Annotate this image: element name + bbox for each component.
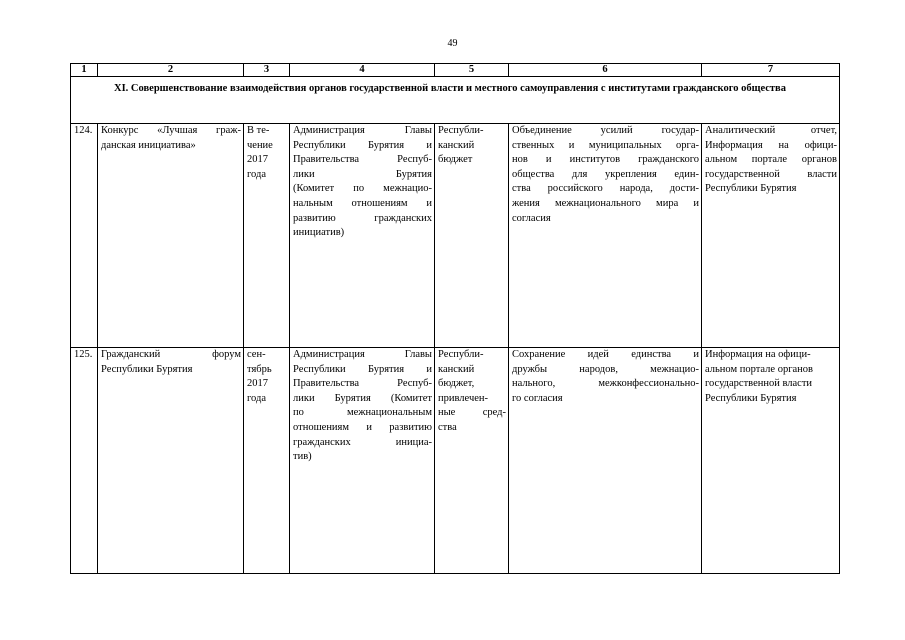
section-title: XI. Совершенствование взаимодействия органов государственной власти и местного самоуправления с институтами гражданского общества xyxy=(71,77,840,124)
cell-line: чение xyxy=(247,139,273,151)
cell-line: ства xyxy=(438,421,457,433)
cell-line: инициатив) xyxy=(293,227,345,239)
funding-cell xyxy=(435,348,509,574)
cell-line: 2017 xyxy=(247,378,268,390)
expected-result-cell xyxy=(509,348,702,574)
cell-line: Республики Бурятия и xyxy=(293,363,432,375)
plan-table xyxy=(70,63,840,574)
cell-line: по межнациональным xyxy=(293,407,432,419)
cell-line: Республики Бурятия и xyxy=(293,139,432,151)
cell-line: сен- xyxy=(247,349,266,360)
row-number: 125. xyxy=(71,348,98,574)
cell-line: привлечен- xyxy=(438,392,489,404)
cell-line: Администрация Главы xyxy=(293,349,432,360)
cell-line: альном портале органов xyxy=(705,363,813,375)
control-form-cell xyxy=(702,348,840,574)
column-number-row xyxy=(71,64,840,77)
cell-line: ства российского народа, дости- xyxy=(512,183,699,195)
cell-line: дружбы народов, межнацио- xyxy=(512,363,699,375)
cell-line: Администрация Главы xyxy=(293,125,432,136)
cell-line: канский xyxy=(438,363,475,375)
cell-line: Аналитический отчет, xyxy=(705,125,837,136)
cell-line: Правительства Респуб- xyxy=(293,378,432,390)
cell-line: В те- xyxy=(247,125,270,136)
cell-line: Информация на офици- xyxy=(705,349,811,360)
event-cell xyxy=(98,348,244,574)
cell-line: лики Бурятия xyxy=(293,168,432,180)
cell-line: Гражданский форум xyxy=(101,349,241,360)
cell-line: общества для укрепления един- xyxy=(512,168,699,180)
cell-line: бюджет xyxy=(438,154,473,166)
cell-line: отношениям и развитию xyxy=(293,421,432,433)
control-form-cell xyxy=(702,124,840,348)
expected-result-cell xyxy=(509,124,702,348)
cell-line: Республики Бурятия xyxy=(101,363,193,375)
column-number: 4 xyxy=(290,64,435,77)
period-cell xyxy=(244,348,290,574)
cell-line: данская инициатива» xyxy=(101,139,196,151)
cell-line: тябрь xyxy=(247,363,272,375)
cell-line: альном портале органов xyxy=(705,154,837,166)
column-number: 1 xyxy=(71,64,98,77)
cell-line: ственных и муниципальных орга- xyxy=(512,139,699,151)
cell-line: Правительства Респуб- xyxy=(293,154,432,166)
cell-line: нальным отношениям и xyxy=(293,197,432,209)
period-cell xyxy=(244,124,290,348)
cell-line: 2017 xyxy=(247,154,268,166)
cell-line: нов и институтов гражданского xyxy=(512,154,699,166)
cell-line: нального, межконфессионально- xyxy=(512,378,699,390)
table-row xyxy=(71,348,840,574)
column-number: 6 xyxy=(509,64,702,77)
cell-line: Информация на офици- xyxy=(705,139,837,151)
cell-line: Конкурс «Лучшая граж- xyxy=(101,125,241,136)
cell-line: Сохранение идей единства и xyxy=(512,349,699,360)
executors-cell xyxy=(290,348,435,574)
cell-line: гражданских инициа- xyxy=(293,436,432,448)
column-number: 2 xyxy=(98,64,244,77)
cell-line: Республики Бурятия xyxy=(705,183,797,195)
cell-line: государственной власти xyxy=(705,378,813,390)
table-row xyxy=(71,124,840,348)
cell-line: года xyxy=(247,392,266,404)
cell-line: государственной власти xyxy=(705,168,837,180)
cell-line: развитию гражданских xyxy=(293,212,432,224)
column-number: 7 xyxy=(702,64,840,77)
cell-line: тив) xyxy=(293,451,312,463)
cell-line: (Комитет по межнацио- xyxy=(293,183,432,195)
executors-cell xyxy=(290,124,435,348)
column-number: 5 xyxy=(435,64,509,77)
cell-line: Республики Бурятия xyxy=(705,392,797,404)
cell-line: ные сред- xyxy=(438,407,506,419)
cell-line: года xyxy=(247,168,266,180)
event-cell xyxy=(98,124,244,348)
cell-line: бюджет, xyxy=(438,378,475,390)
row-number: 124. xyxy=(71,124,98,348)
cell-line: Республи- xyxy=(438,349,484,360)
cell-line: лики Бурятия (Комитет xyxy=(293,392,432,404)
cell-line: го согласия xyxy=(512,392,563,404)
page-number: 49 xyxy=(447,38,458,49)
column-number: 3 xyxy=(244,64,290,77)
cell-line: жения межнационального мира и xyxy=(512,197,699,209)
cell-line: канский xyxy=(438,139,475,151)
cell-line: согласия xyxy=(512,212,551,224)
funding-cell xyxy=(435,124,509,348)
section-header-row xyxy=(71,77,840,124)
cell-line: Объединение усилий государ- xyxy=(512,125,699,136)
cell-line: Республи- xyxy=(438,125,484,136)
